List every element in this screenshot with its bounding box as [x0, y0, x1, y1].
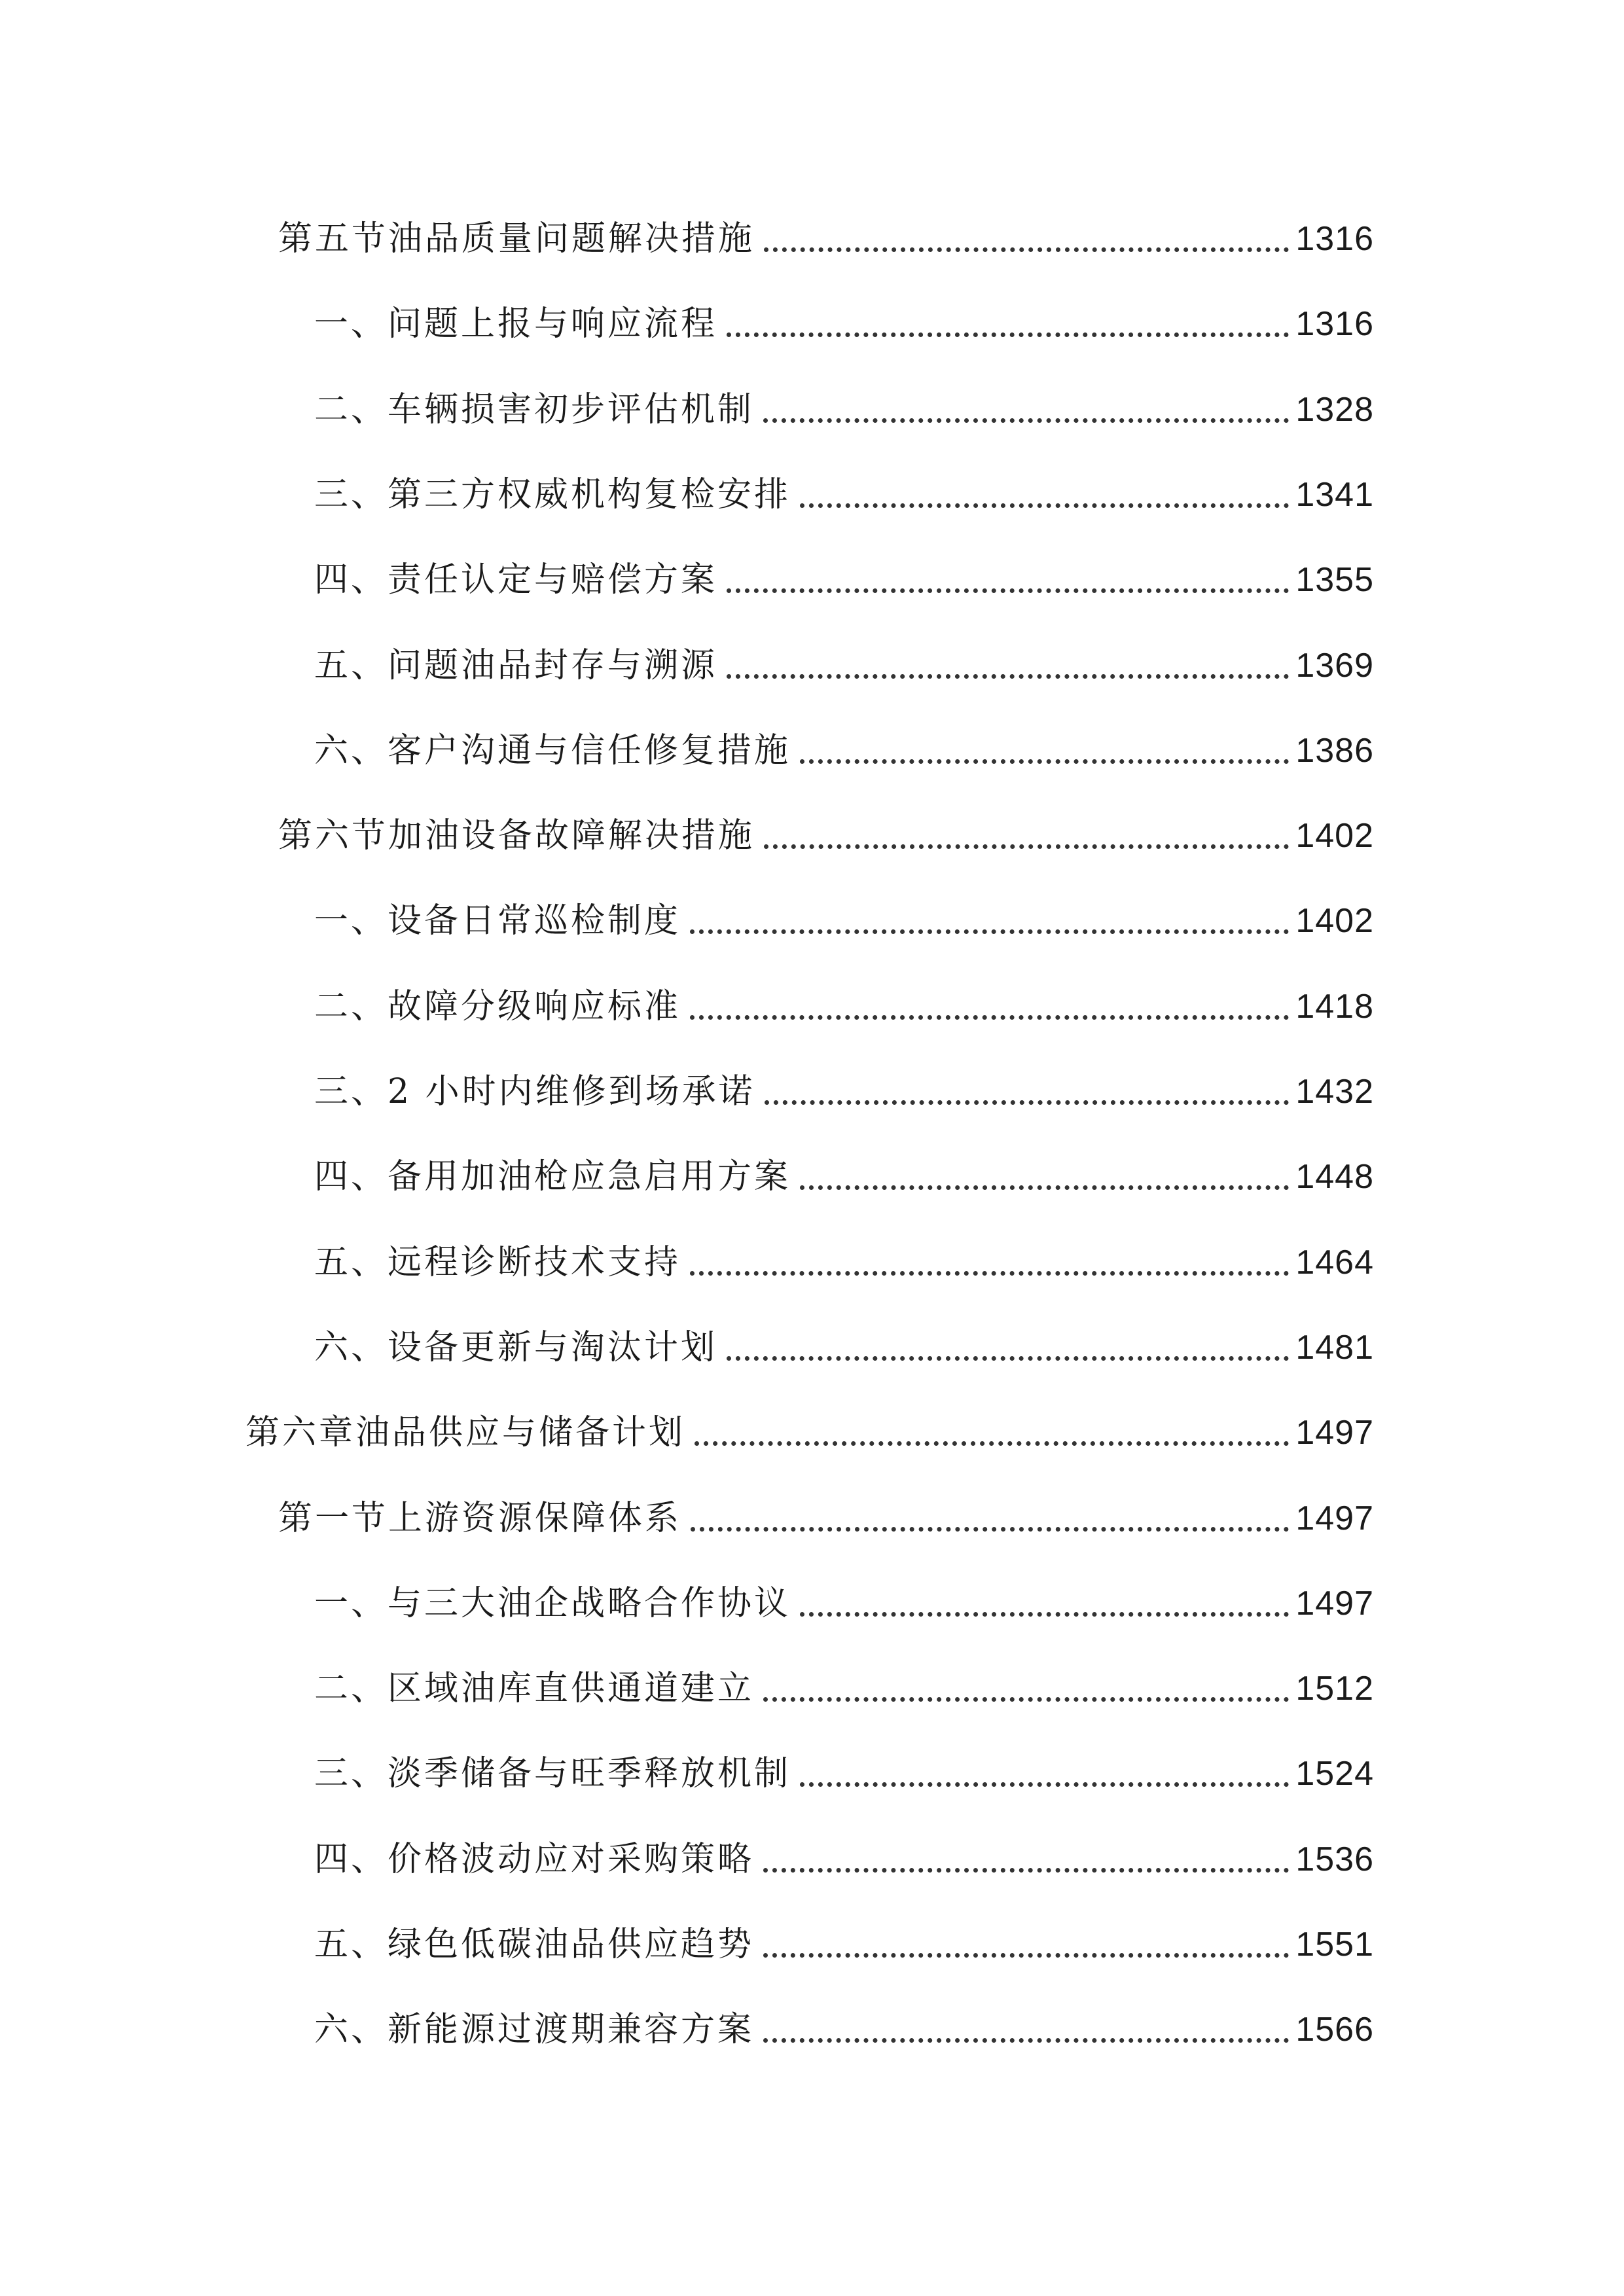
- toc-dot-leader: [764, 844, 1289, 849]
- toc-page-number: 1536: [1295, 1840, 1374, 1878]
- toc-entry-title: 一、与三大油企战略合作协议: [314, 1584, 791, 1623]
- toc-entry-title: 五、绿色低碳油品供应趋势: [314, 1925, 755, 1964]
- toc-entry-title: 六、客户沟通与信任修复措施: [314, 731, 791, 770]
- toc-entry[interactable]: [314, 1994, 1374, 2066]
- toc-dot-leader: [800, 759, 1289, 764]
- toc-entry[interactable]: [314, 1653, 1374, 1725]
- toc-entry-title: 第六节加油设备故障解决措施: [278, 816, 755, 855]
- toc-page-number: 1341: [1295, 476, 1374, 514]
- toc-entry[interactable]: [314, 1056, 1374, 1128]
- toc-entry-title: 三、2 小时内维修到场承诺: [314, 1072, 755, 1111]
- toc-dot-leader: [727, 588, 1289, 593]
- toc-page-number: 1386: [1295, 732, 1374, 770]
- toc-page-number: 1432: [1295, 1073, 1374, 1111]
- toc-dot-leader: [800, 503, 1289, 508]
- toc-page-number: 1369: [1295, 647, 1374, 685]
- toc-entry[interactable]: [314, 374, 1374, 446]
- toc-entry-title: 二、车辆损害初步评估机制: [314, 390, 755, 429]
- toc-dot-leader: [691, 1527, 1289, 1532]
- toc-entry-title: 第一节上游资源保障体系: [278, 1499, 682, 1538]
- toc-entry-title: 四、责任认定与赔偿方案: [314, 560, 718, 600]
- toc-page-number: 1402: [1295, 817, 1374, 855]
- toc-page-number: 1464: [1295, 1244, 1374, 1282]
- toc-page-number: 1316: [1295, 305, 1374, 343]
- toc-dot-leader: [763, 1868, 1289, 1873]
- toc-dot-leader: [727, 674, 1289, 679]
- toc-page-number: 1418: [1295, 988, 1374, 1026]
- toc-entry-title: 五、远程诊断技术支持: [314, 1243, 681, 1282]
- toc-entry-title: 四、价格波动应对采购策略: [314, 1840, 755, 1879]
- toc-entry[interactable]: [314, 885, 1374, 957]
- toc-dot-leader: [800, 1612, 1289, 1617]
- toc-entry[interactable]: [314, 1227, 1374, 1299]
- toc-dot-leader: [763, 418, 1289, 423]
- toc-entry[interactable]: [314, 544, 1374, 616]
- toc-page-number: 1316: [1295, 220, 1374, 258]
- toc-page-number: 1481: [1295, 1329, 1374, 1367]
- toc-entry[interactable]: [314, 288, 1374, 360]
- toc-page-number: 1402: [1295, 902, 1374, 940]
- toc-entry[interactable]: [314, 1823, 1374, 1895]
- toc-entry[interactable]: [314, 1141, 1374, 1213]
- toc-entry-title: 五、问题油品封存与溯源: [314, 646, 718, 685]
- toc-entry[interactable]: [314, 1738, 1374, 1810]
- toc-entry-title: 三、第三方权威机构复检安排: [314, 475, 791, 514]
- toc-dot-leader: [763, 1697, 1289, 1702]
- toc-dot-leader: [727, 332, 1289, 337]
- toc-entry[interactable]: [314, 630, 1374, 702]
- toc-entry-title: 一、设备日常巡检制度: [314, 901, 681, 941]
- toc-dot-leader: [690, 1015, 1289, 1020]
- toc-dot-leader: [690, 929, 1289, 934]
- toc-page-number: 1497: [1295, 1585, 1374, 1623]
- toc-page-number: 1497: [1295, 1414, 1374, 1452]
- toc-dot-leader: [690, 1271, 1289, 1276]
- toc-page-number: 1551: [1295, 1926, 1374, 1964]
- toc-entry[interactable]: [278, 1482, 1374, 1554]
- toc-entry[interactable]: [314, 715, 1374, 787]
- toc-dot-leader: [800, 1185, 1289, 1190]
- toc-page-number: 1512: [1295, 1670, 1374, 1708]
- toc-entry[interactable]: [314, 1312, 1374, 1384]
- toc-entry[interactable]: [314, 971, 1374, 1043]
- toc-entry-title: 第五节油品质量问题解决措施: [278, 219, 755, 259]
- toc-dot-leader: [763, 2038, 1289, 2043]
- toc-page-number: 1497: [1295, 1499, 1374, 1537]
- toc-entry-title: 六、设备更新与淘汰计划: [314, 1328, 718, 1367]
- toc-page-number: 1355: [1295, 561, 1374, 599]
- toc-page-number: 1448: [1295, 1158, 1374, 1196]
- toc-entry[interactable]: [278, 800, 1374, 872]
- toc-entry-title: 一、问题上报与响应流程: [314, 304, 718, 344]
- toc-page-number: 1566: [1295, 2011, 1374, 2049]
- toc-dot-leader: [765, 1100, 1290, 1105]
- toc-entry[interactable]: [314, 1568, 1374, 1640]
- toc-entry[interactable]: [314, 1909, 1374, 1981]
- toc-entry-title: 四、备用加油枪应急启用方案: [314, 1157, 791, 1196]
- toc-entry-title: 六、新能源过渡期兼容方案: [314, 2010, 755, 2049]
- toc-entry-title: 三、淡季储备与旺季释放机制: [314, 1754, 791, 1793]
- toc-dot-leader: [727, 1356, 1289, 1361]
- toc-entry-title: 二、区域油库直供通道建立: [314, 1669, 755, 1708]
- toc-page-number: 1328: [1295, 391, 1374, 429]
- toc-dot-leader: [800, 1782, 1289, 1787]
- toc-entry[interactable]: [245, 1397, 1374, 1469]
- toc-page-number: 1524: [1295, 1755, 1374, 1793]
- toc-entry-title: 二、故障分级响应标准: [314, 987, 681, 1026]
- toc-entry[interactable]: [278, 203, 1374, 275]
- toc-entry[interactable]: [314, 459, 1374, 531]
- toc-dot-leader: [695, 1441, 1289, 1446]
- toc-entry-title: 第六章油品供应与储备计划: [245, 1413, 686, 1452]
- toc-dot-leader: [763, 1953, 1289, 1958]
- toc-dot-leader: [764, 247, 1289, 252]
